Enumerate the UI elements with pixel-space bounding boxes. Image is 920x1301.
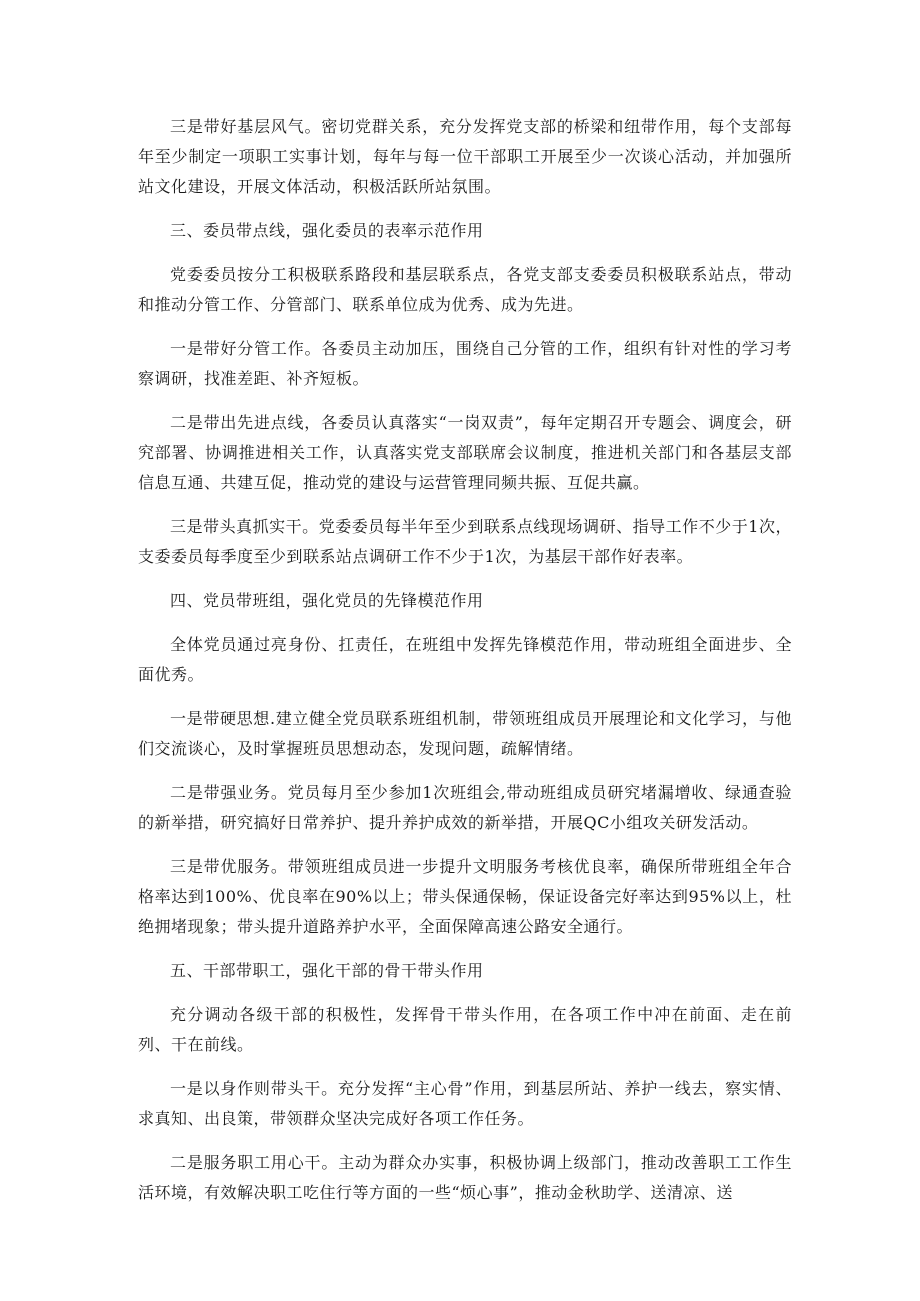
paragraph-cadre-intro: 充分调动各级干部的积极性，发挥骨干带头作用，在各项工作中冲在前面、走在前列、干在前线。 <box>138 1005 792 1054</box>
paragraph-member-point-1: 一是带硬思想.建立健全党员联系班组机制，带领班组成员开展理论和文化学习，与他们交流谈心，及时掌握班员思想动态，发现问题，疏解情绪。 <box>138 709 792 758</box>
paragraph-member-point-3: 三是带优服务。带领班组成员进一步提升文明服务考核优良率，确保所带班组全年合格率达到100%、优良率在90%以上；带头保通保畅，保证设备完好率达到95%以上，杜绝拥堵现象；带头提升道路养护水平，全面保障高速公路安全通行。 <box>138 857 792 936</box>
paragraph-grassroots-atmosphere: 三是带好基层风气。密切党群关系，充分发挥党支部的桥梁和纽带作用，每个支部每年至少制定一项职工实事计划，每年与每一位干部职工开展至少一次谈心活动，并加强所站文化建设，开展文体活动，积极活跃所站氛围。 <box>138 117 792 196</box>
section-heading-4: 四、党员带班组，强化党员的先锋模范作用 <box>170 591 484 610</box>
paragraph-committee-intro: 党委委员按分工积极联系路段和基层联系点，各党支部支委委员积极联系站点，带动和推动分管工作、分管部门、联系单位成为优秀、成为先进。 <box>138 265 792 314</box>
paragraph-cadre-point-2: 二是服务职工用心干。主动为群众办实事，积极协调上级部门，推动改善职工工作生活环境，有效解决职工吃住行等方面的一些“烦心事”，推动金秋助学、送清凉、送 <box>138 1153 792 1202</box>
paragraph-committee-point-3: 三是带头真抓实干。党委委员每半年至少到联系点线现场调研、指导工作不少于1次，支委委员每季度至少到联系站点调研工作不少于1次，为基层干部作好表率。 <box>138 517 792 566</box>
section-heading-3: 三、委员带点线，强化委员的表率示范作用 <box>170 221 484 240</box>
paragraph-member-intro: 全体党员通过亮身份、扛责任，在班组中发挥先锋模范作用，带动班组全面进步、全面优秀。 <box>138 635 792 684</box>
paragraph-member-point-2: 二是带强业务。党员每月至少参加1次班组会,带动班组成员研究堵漏增收、绿通查验的新举措，研究搞好日常养护、提升养护成效的新举措，开展QC小组攻关研发活动。 <box>138 783 792 832</box>
paragraph-cadre-point-1: 一是以身作则带头干。充分发挥“主心骨”作用，到基层所站、养护一线去，察实情、求真知、出良策，带领群众坚决完成好各项工作任务。 <box>138 1079 792 1128</box>
section-heading-5: 五、干部带职工，强化干部的骨干带头作用 <box>170 961 484 980</box>
paragraph-committee-point-2: 二是带出先进点线，各委员认真落实“一岗双责”，每年定期召开专题会、调度会，研究部署、协调推进相关工作，认真落实党支部联席会议制度，推进机关部门和各基层支部信息互通、共建互促，推动党的建设与运营管理同频共振、互促共赢。 <box>138 413 792 492</box>
paragraph-committee-point-1: 一是带好分管工作。各委员主动加压，围绕自己分管的工作，组织有针对性的学习考察调研，找准差距、补齐短板。 <box>138 339 792 388</box>
